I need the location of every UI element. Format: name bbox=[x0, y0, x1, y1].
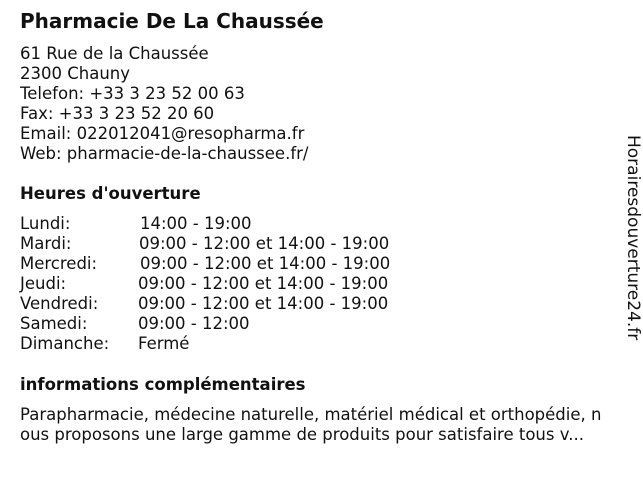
day-label: Dimanche: bbox=[20, 334, 110, 353]
day-label: Lundi: bbox=[20, 214, 71, 233]
day-label: Vendredi: bbox=[20, 294, 99, 313]
day-hours: 09:00 - 12:00 bbox=[138, 314, 250, 333]
contact-block bbox=[20, 44, 308, 164]
info-line: ous proposons une large gamme de produits pour satisfaire tous v... bbox=[20, 425, 584, 444]
street-address: 61 Rue de la Chaussée bbox=[20, 44, 209, 63]
day-hours: Fermé bbox=[138, 334, 190, 353]
day-hours: 09:00 - 12:00 et 14:00 - 19:00 bbox=[140, 254, 391, 273]
day-hours: 14:00 - 19:00 bbox=[140, 214, 252, 233]
additional-info-heading: informations complémentaires bbox=[20, 375, 306, 394]
info-line: Parapharmacie, médecine naturelle, matériel médical et orthopédie, n bbox=[20, 405, 602, 424]
day-hours: 09:00 - 12:00 et 14:00 - 19:00 bbox=[138, 294, 389, 313]
city: 2300 Chauny bbox=[20, 64, 131, 83]
opening-hours-heading: Heures d'ouverture bbox=[20, 184, 201, 203]
day-label: Mardi: bbox=[20, 234, 72, 253]
day-label: Mercredi: bbox=[20, 254, 98, 273]
fax-number: Fax: +33 3 23 52 20 60 bbox=[20, 104, 215, 123]
additional-info-text bbox=[20, 405, 625, 445]
page-title: Pharmacie De La Chaussée bbox=[20, 9, 324, 33]
site-watermark: Horairesdouverture24.fr bbox=[623, 135, 643, 341]
day-label: Jeudi: bbox=[20, 274, 67, 293]
email-address: Email: 022012041@resopharma.fr bbox=[20, 124, 305, 143]
day-hours: 09:00 - 12:00 et 14:00 - 19:00 bbox=[138, 274, 389, 293]
website: Web: pharmacie-de-la-chaussee.fr/ bbox=[20, 144, 309, 163]
phone-number: Telefon: +33 3 23 52 00 63 bbox=[20, 84, 245, 103]
day-label: Samedi: bbox=[20, 314, 88, 333]
day-hours: 09:00 - 12:00 et 14:00 - 19:00 bbox=[139, 234, 390, 253]
